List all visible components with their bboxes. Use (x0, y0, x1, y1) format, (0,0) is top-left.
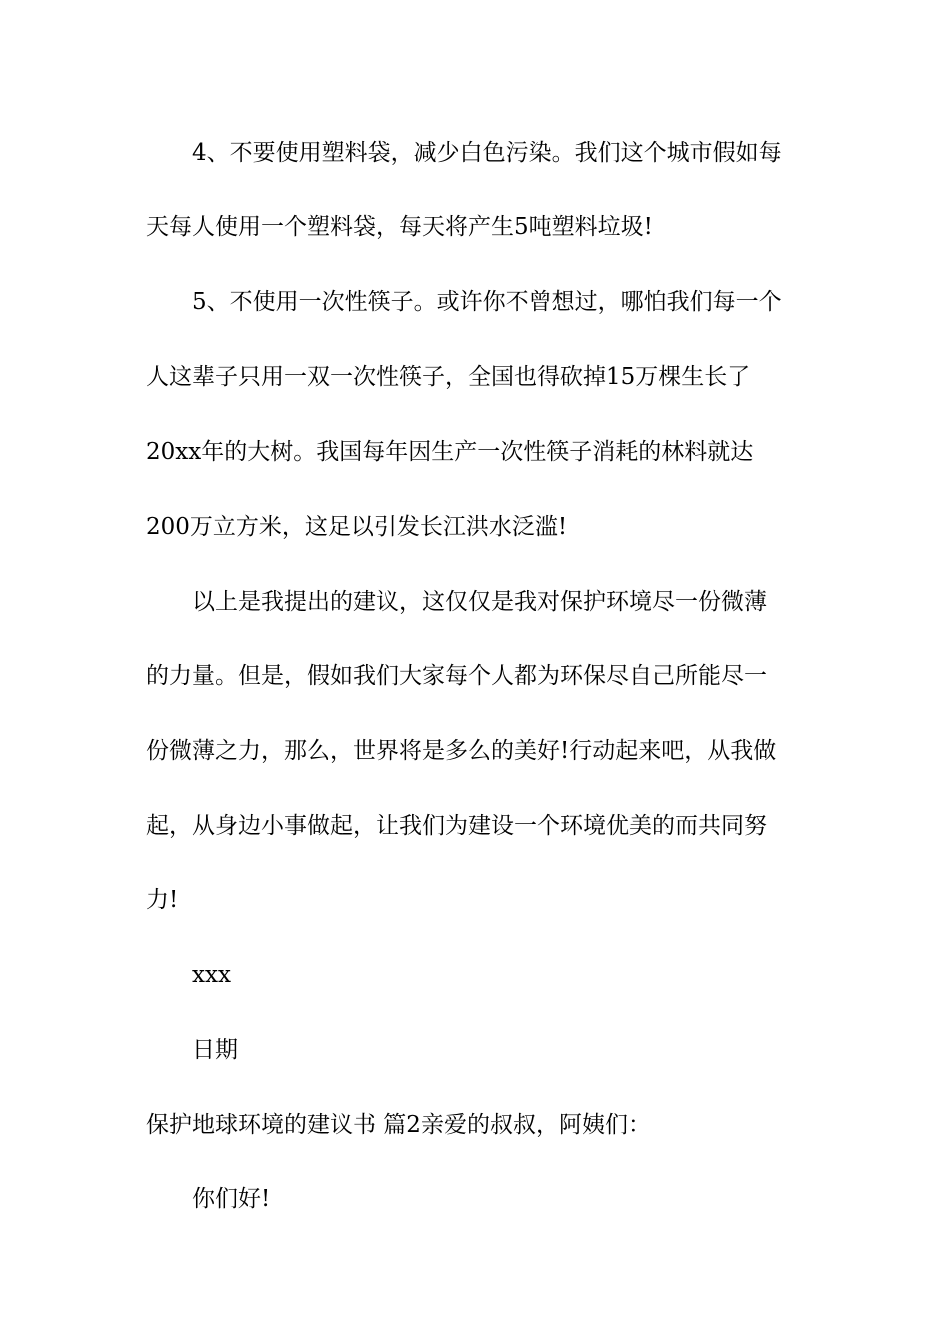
section-heading-letter-2: 保护地球环境的建议书 篇2亲爱的叔叔，阿姨们： (146, 1112, 651, 1138)
paragraph-line-suggestion-5-end: 200万立方米，这足以引发长江洪水泛滥! (146, 514, 568, 540)
paragraph-line-conclusion-1: 以上是我提出的建议，这仅仅是我对保护环境尽一份微薄 (192, 589, 767, 615)
paragraph-line-conclusion-5: 力! (146, 887, 179, 913)
greeting-line: 你们好! (192, 1186, 271, 1212)
paragraph-line-suggestion-4-end: 天每人使用一个塑料袋，每天将产生5吨塑料垃圾! (146, 214, 653, 240)
signature-name: xxx (192, 962, 231, 988)
paragraph-line-conclusion-4: 起，从身边小事做起，让我们为建设一个环境优美的而共同努 (146, 813, 767, 839)
paragraph-line-conclusion-3: 份微薄之力，那么，世界将是多么的美好!行动起来吧，从我做 (146, 738, 777, 764)
paragraph-line-suggestion-5-middle-2: 20xx年的大树。我国每年因生产一次性筷子消耗的林料就达 (146, 439, 754, 465)
signature-date: 日期 (192, 1037, 238, 1063)
paragraph-line-suggestion-5-middle: 人这辈子只用一双一次性筷子，全国也得砍掉15万棵生长了 (146, 364, 751, 390)
paragraph-line-suggestion-5-start: 5、不使用一次性筷子。或许你不曾想过，哪怕我们每一个 (192, 289, 782, 315)
paragraph-line-conclusion-2: 的力量。但是，假如我们大家每个人都为环保尽自己所能尽一 (146, 663, 767, 689)
paragraph-line-suggestion-4-start: 4、不要使用塑料袋，减少白色污染。我们这个城市假如每 (192, 140, 782, 166)
